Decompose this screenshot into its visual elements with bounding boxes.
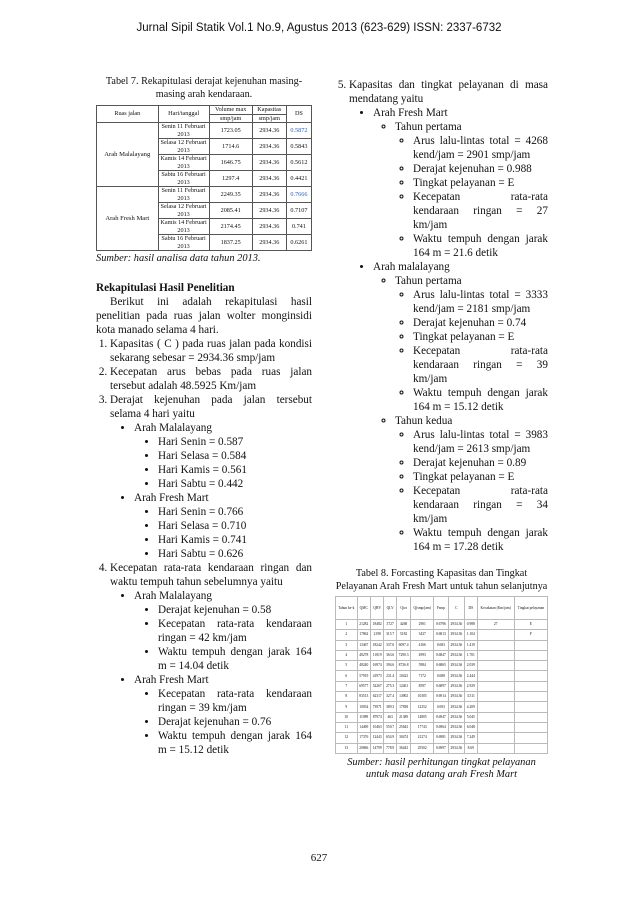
table7-header: Ruas jalan (97, 106, 159, 123)
table8-cell: 21282 (357, 620, 370, 630)
direction-label: Arah Malalayang (134, 590, 212, 602)
table8-cell: 12 (336, 733, 358, 743)
table8-cell: 3727 (384, 620, 396, 630)
table8-cell: 57919 (357, 671, 370, 681)
table8-header: QMC (357, 597, 370, 620)
speed-list (134, 603, 312, 673)
table8-cell: 21389 (396, 712, 410, 722)
speed-item: • Kecepatan rata-rata kendaraan ringan = 39 km/jam (158, 687, 312, 715)
table7-group: Arah Fresh Mart (97, 187, 159, 251)
speed-list (134, 687, 312, 757)
speed-item: • Kecepatan rata-rata kendaraan ringan = 42 km/jam (158, 617, 312, 645)
table8-cell: 0.6897 (434, 681, 448, 691)
table8-cell: 41973 (370, 671, 383, 681)
table8-cell: 17376 (357, 733, 370, 743)
ds-item: • Hari Sabtu = 0.442 (158, 477, 312, 491)
table7-source: Sumber: hasil analisa data tahun 2013. (96, 253, 261, 264)
table8-cell (477, 650, 514, 660)
table7-cell: 2934.36 (252, 139, 286, 155)
table8-cell: 0.683 (434, 640, 448, 650)
table8-row (336, 733, 548, 743)
table8-cell: 10463 (370, 722, 383, 732)
direction-list (110, 421, 312, 561)
forecast-values (395, 134, 548, 260)
table8-cell: 2.039 (465, 661, 477, 671)
table8-cell: 2934.36 (448, 722, 464, 732)
summary-item (349, 78, 548, 554)
table8-caption: Tabel 8. Forcasting Kapasitas dan Tingkat Pelayanan Arah Fresh Mart untuk tahun selanjutnya (335, 568, 548, 592)
summary-text: Derajat kejenuhan pada jalan tersebut selama 4 hari yaitu (110, 394, 312, 420)
table7-cell: 0.7107 (286, 203, 311, 219)
table8-cell: 2934.36 (448, 671, 464, 681)
table8-cell: 363.6 (384, 650, 396, 660)
section-heading: Rekapitulasi Hasil Penelitian (96, 282, 235, 294)
table8-cell (514, 671, 547, 681)
table8-cell: 389.3 (384, 702, 396, 712)
table8-cell: 48240 (357, 661, 370, 671)
table7-cell: 2934.36 (252, 219, 286, 235)
ds-item: • Hari Sabtu = 0.626 (158, 547, 312, 561)
table8-cell: 4993 (411, 650, 434, 660)
table8-header: QHV (370, 597, 383, 620)
direction-label: Arah Fresh Mart (134, 492, 209, 504)
table8-cell: 2934.36 (448, 650, 464, 660)
summary-text: Kapasitas ( C ) pada ruas jalan pada kondisi sekarang sebesar = 2934.36 smp/jam (110, 338, 312, 364)
direction-label: Arah Malalayang (134, 422, 212, 434)
ds-item: • Hari Kamis = 0.741 (158, 533, 312, 547)
table8-header: QLV (384, 597, 396, 620)
table7-subheader: smp/jam (209, 114, 252, 123)
table8-header: Kecakatan (Km/jam) (477, 597, 514, 620)
table7-cell: 2249.35 (209, 187, 252, 203)
forecast-values (395, 428, 548, 554)
table8-cell: 0.6947 (434, 712, 448, 722)
table8-cell (477, 702, 514, 712)
table7-cell: Sabtu 16 Februari 2013 (158, 235, 209, 251)
table7-cell: 0.741 (286, 219, 311, 235)
right-column (335, 78, 548, 782)
table8-cell: 17743 (411, 722, 434, 732)
table8-cell: 0.6847 (434, 650, 448, 660)
table8-row (336, 681, 548, 691)
forecast-value: ◦ Kecepatan rata-rata kendaraan ringan = 39 km/jam (413, 344, 548, 386)
table8-row (336, 640, 548, 650)
table8-cell: 5182 (396, 630, 410, 640)
table8-row (336, 743, 548, 753)
table8-cell: 0.6981 (434, 733, 448, 743)
ds-item: • Hari Senin = 0.766 (158, 505, 312, 519)
table8-cell (477, 712, 514, 722)
table8-cell: 14902 (396, 692, 410, 702)
table8-row (336, 630, 548, 640)
table8-cell: 11819 (370, 650, 383, 660)
table8-row (336, 650, 548, 660)
table7-row (97, 123, 312, 139)
summary-item (110, 393, 312, 561)
table8-cell: 2934.36 (448, 733, 464, 743)
direction-item (134, 491, 312, 561)
table7-cell: 0.5872 (286, 123, 311, 139)
table7-cell: Senin 11 Februari 2013 (158, 187, 209, 203)
table8-cell: 12461 (396, 681, 410, 691)
direction-list (110, 589, 312, 757)
journal-header: Jurnal Sipil Statik Vol.1 No.9, Agustus 2013 (623-629) ISSN: 2337-6732 (136, 22, 502, 34)
table8-cell: 3 (336, 640, 358, 650)
table8-cell: 0.688 (434, 671, 448, 681)
table8-cell: 8597 (411, 681, 434, 691)
table8-cell: 2934.36 (448, 743, 464, 753)
direction-label: Arah Fresh Mart (373, 107, 448, 119)
table8-cell: 0.6997 (434, 743, 448, 753)
table7-cell: Kamis 14 Februari 2013 (158, 219, 209, 235)
table7-cell: Senin 11 Februari 2013 (158, 123, 209, 139)
table8-cell (477, 630, 514, 640)
table8-cell: 5984 (411, 661, 434, 671)
table8-cell: 2.929 (465, 681, 477, 691)
table7-cell: 0.4421 (286, 171, 311, 187)
table7 (96, 105, 312, 251)
table8-cell (514, 692, 547, 702)
table8-cell: 36443 (396, 743, 410, 753)
forecast-value: ◦ Tingkat pelayanan = E (413, 470, 548, 484)
table8-cell: 2198 (370, 630, 383, 640)
table8-cell: 87974 (370, 712, 383, 722)
table8-cell (514, 712, 547, 722)
table8-cell: 13467 (357, 640, 370, 650)
table8-row (336, 702, 548, 712)
table8-cell: 2934.36 (448, 681, 464, 691)
table8-cell: 2901 (411, 620, 434, 630)
table8-header-row (336, 597, 548, 620)
table8-cell: 62317 (370, 692, 383, 702)
summary-item (110, 365, 312, 393)
table8-cell: 11 (336, 722, 358, 732)
table8-cell: 337.6 (384, 640, 396, 650)
table8-cell: 0.6865 (434, 661, 448, 671)
summary-text: Kecepatan arus bebas pada ruas jalan tersebut adalah 48.5925 Km/jam (110, 366, 312, 392)
table8-row (336, 661, 548, 671)
forecast-value: ◦ Derajat kejenuhan = 0.74 (413, 316, 548, 330)
table8-cell (514, 702, 547, 712)
table7-cell: 0.7666 (286, 187, 311, 203)
table7-cell: Sabtu 16 Februari 2013 (158, 171, 209, 187)
table8-cell: F (514, 630, 547, 640)
table8-cell: 69577 (357, 681, 370, 691)
table7-cell: 1837.25 (209, 235, 252, 251)
table8-header: Tahun ke-k (336, 597, 358, 620)
table8-cell: 2.444 (465, 671, 477, 681)
forecast-value: ◦ Waktu tempuh dengan jarak 164 m = 17.28 detik (413, 526, 548, 554)
table8-cell: 6 (336, 671, 358, 681)
direction-item (373, 106, 548, 260)
table8-cell: 12352 (411, 702, 434, 712)
table8-cell: 1.419 (465, 640, 477, 650)
table8-cell: 10034 (357, 702, 370, 712)
table7-row (97, 187, 312, 203)
table8-header: Fsmp (434, 597, 448, 620)
ds-list (134, 505, 312, 561)
table8-cell: E (514, 620, 547, 630)
table8-cell: 6.048 (465, 722, 477, 732)
table8-cell: 52267 (370, 681, 383, 691)
forecast-value: ◦ Arus lalu-lintas total = 3983 kend/jam = 2613 smp/jam (413, 428, 548, 456)
table7-cell: 2934.36 (252, 203, 286, 219)
summary-text: Kapasitas dan tingkat pelayanan di masa mendatang yaitu (349, 79, 548, 105)
table8-cell (514, 661, 547, 671)
direction-item (134, 421, 312, 491)
table8-cell: 2934.36 (448, 640, 464, 650)
table8-cell: 8726.8 (396, 661, 410, 671)
table8-cell (514, 733, 547, 743)
table7-cell: 1723.05 (209, 123, 252, 139)
speed-item: • Derajat kejenuhan = 0.76 (158, 715, 312, 729)
table8-cell (477, 692, 514, 702)
table8-cell: 18482 (370, 620, 383, 630)
table8-cell: 327.4 (384, 692, 396, 702)
table8-cell: 12443 (370, 733, 383, 743)
table8-cell: 40278 (357, 650, 370, 660)
table8-cell: 0.6796 (434, 620, 448, 630)
table7-caption: Tabel 7. Rekapitulasi derajat kejenuhan masing-masing arah kendaraan. (105, 76, 303, 100)
table7-cell: 0.5612 (286, 155, 311, 171)
table7-cell: Selasa 12 Februari 2013 (158, 203, 209, 219)
table8-cell: 10 (336, 712, 358, 722)
table8-cell: 20866 (357, 743, 370, 753)
table8-cell: 18242 (370, 640, 383, 650)
forecast-value: ◦ Kecepatan rata-rata kendaraan ringan = 34 km/jam (413, 484, 548, 526)
forecast-value: ◦ Kecepatan rata-rata kendaraan ringan = 27 km/jam (413, 190, 548, 232)
direction-label: Arah malalayang (373, 261, 450, 273)
table8-header: Qtot (396, 597, 410, 620)
table8-row (336, 620, 548, 630)
table8-cell: 73971 (370, 702, 383, 712)
table7-subheader: smp/jam (252, 114, 286, 123)
table7-cell: 0.6261 (286, 235, 311, 251)
table8-cell: 2934.36 (448, 692, 464, 702)
table8-cell: 13 (336, 743, 358, 753)
table8-cell: 30474 (396, 733, 410, 743)
table8-source: Sumber: hasil perhitungan tingkat pelayanan untuk masa datang arah Fresh Mart (347, 756, 536, 781)
table8-cell: 1.701 (465, 650, 477, 660)
table8-header: DS (465, 597, 477, 620)
table7-header: DS (286, 106, 311, 123)
table8-header: C (448, 597, 464, 620)
table8-cell (477, 681, 514, 691)
year-item (395, 414, 548, 554)
table8-row (336, 722, 548, 732)
table8-cell: 0.6914 (434, 692, 448, 702)
table8-cell: 2934.36 (448, 620, 464, 630)
year-item (395, 274, 548, 414)
table7-cell: 1714.6 (209, 139, 252, 155)
summary-list (96, 337, 312, 757)
table8-cell: 654.9 (384, 733, 396, 743)
table8-cell: 17838 (396, 702, 410, 712)
ds-item: • Hari Kamis = 0.561 (158, 463, 312, 477)
table8-cell: 7 (336, 681, 358, 691)
table8-cell: 5 (336, 661, 358, 671)
intro-paragraph: Berikut ini adalah rekapitulasi hasil penelitian pada ruas jalan wolter monginsidi kota manado selama 4 hari. (96, 296, 312, 336)
table8-cell: 0.988 (465, 620, 477, 630)
forecast-value: ◦ Tingkat pelayanan = E (413, 330, 548, 344)
table8-cell (514, 650, 547, 660)
table7-group: Arah Malalayang (97, 123, 159, 187)
table8-cell: 0.6813 (434, 630, 448, 640)
direction-item (373, 260, 548, 554)
forecast-values (395, 288, 548, 414)
table7-cell: Selasa 12 Februari 2013 (158, 139, 209, 155)
table8-cell: 17862 (357, 630, 370, 640)
ds-item: • Hari Selasa = 0.710 (158, 519, 312, 533)
table8-cell: 83513 (357, 692, 370, 702)
table8-cell: 0.6964 (434, 722, 448, 732)
year-label: Tahun pertama (395, 275, 462, 287)
table8-cell: 4.209 (465, 702, 477, 712)
table7-cell: 0.5843 (286, 139, 311, 155)
direction-list (349, 106, 548, 554)
direction-item (134, 673, 312, 757)
table8-cell: 550.7 (384, 722, 396, 732)
table8-cell: 3437 (411, 630, 434, 640)
table8-cell: 9 (336, 702, 358, 712)
direction-label: Arah Fresh Mart (134, 674, 209, 686)
table8-cell: 21274 (411, 733, 434, 743)
table7-cell: 1646.75 (209, 155, 252, 171)
table8-cell: 8 (336, 692, 358, 702)
summary-item (110, 561, 312, 757)
table8-cell: 778.9 (384, 743, 396, 753)
table8-cell: 5.045 (465, 712, 477, 722)
table8-row (336, 712, 548, 722)
year-item (395, 120, 548, 260)
speed-item: • Waktu tempuh dengan jarak 164 m = 15.12 detik (158, 729, 312, 757)
table7-header: Hari/tanggal (158, 106, 209, 123)
summary-text: Kecepatan rata-rata kendaraan ringan dan waktu tempuh tahun sebelumnya yaitu (110, 562, 312, 588)
forecast-value: ◦ Waktu tempuh dengan jarak 164 m = 21.6 detik (413, 232, 548, 260)
table8-cell: 2934.36 (448, 712, 464, 722)
table8-cell: 6097.4 (396, 640, 410, 650)
table7-cell: 2934.36 (252, 155, 286, 171)
table8-cell: 4268 (396, 620, 410, 630)
table8-cell (514, 681, 547, 691)
table8-cell: 25502 (411, 743, 434, 753)
forecast-value: ◦ Arus lalu-lintas total = 4268 kend/jam = 2901 smp/jam (413, 134, 548, 162)
forecast-value: ◦ Waktu tempuh dengan jarak 164 m = 15.12 detik (413, 386, 548, 414)
table8-cell: 7172 (411, 671, 434, 681)
table8-cell: 11989 (357, 712, 370, 722)
forecast-list (335, 78, 548, 554)
table7-cell: 2934.36 (252, 235, 286, 251)
table8 (335, 596, 548, 754)
table8-cell: 27 (477, 620, 514, 630)
ds-item: • Hari Selasa = 0.584 (158, 449, 312, 463)
table7-cell: Kamis 14 Februari 2013 (158, 155, 209, 171)
table8-row (336, 671, 548, 681)
table8-cell: 0.693 (434, 702, 448, 712)
table8-cell: 463 (384, 712, 396, 722)
table8-row (336, 692, 548, 702)
speed-item: • Derajat kejenuhan = 0.58 (158, 603, 312, 617)
table8-cell: 14799 (370, 743, 383, 753)
table8-cell: 3.511 (465, 692, 477, 702)
table7-cell: 1297.4 (209, 171, 252, 187)
table7-cell: 2934.36 (252, 123, 286, 139)
table8-cell: 16974 (370, 661, 383, 671)
table8-cell: 4166 (411, 640, 434, 650)
table8-cell: 2934.36 (448, 702, 464, 712)
table8-cell: 231.4 (384, 671, 396, 681)
table8-cell (514, 722, 547, 732)
table8-cell (477, 661, 514, 671)
year-label: Tahun pertama (395, 121, 462, 133)
table8-cell: 1.104 (465, 630, 477, 640)
direction-item (134, 589, 312, 673)
ds-list (134, 435, 312, 491)
forecast-value: ◦ Derajat kejenuhan = 0.988 (413, 162, 548, 176)
table8-cell (477, 743, 514, 753)
table8-cell: 25643 (396, 722, 410, 732)
year-list (373, 274, 548, 554)
forecast-value: ◦ Derajat kejenuhan = 0.89 (413, 456, 548, 470)
table8-cell: 2934.36 (448, 630, 464, 640)
table8-cell: 2 (336, 630, 358, 640)
forecast-value: ◦ Tingkat pelayanan = E (413, 176, 548, 190)
table8-cell: 4 (336, 650, 358, 660)
forecast-value: ◦ Arus lalu-lintas total = 3333 kend/jam = 2181 smp/jam (413, 288, 548, 316)
table8-cell: 7290.3 (396, 650, 410, 660)
table8-cell (514, 743, 547, 753)
table8-cell (477, 671, 514, 681)
table7-cell: 2934.36 (252, 171, 286, 187)
table7-header: Kapasitas (252, 106, 286, 115)
table8-cell: 8.69 (465, 743, 477, 753)
table8-cell: 10305 (411, 692, 434, 702)
table7-header: Volume max (209, 106, 252, 115)
table8-cell (477, 722, 514, 732)
year-label: Tahun kedua (395, 415, 453, 427)
summary-item (110, 337, 312, 365)
page-number: 627 (310, 852, 328, 864)
left-column (96, 76, 312, 757)
table8-cell: 10423 (396, 671, 410, 681)
table8-header: Tingkat pelayanan (514, 597, 547, 620)
speed-item: • Waktu tempuh dengan jarak 164 m = 14.04 detik (158, 645, 312, 673)
table8-header: Q(smp/jam) (411, 597, 434, 620)
table7-cell: 2174.45 (209, 219, 252, 235)
table8-cell: 14469 (357, 722, 370, 732)
table8-cell: 2934.36 (448, 661, 464, 671)
table7-cell: 2085.41 (209, 203, 252, 219)
table8-cell: 14805 (411, 712, 434, 722)
table8-cell: 1 (336, 620, 358, 630)
table8-cell (514, 640, 547, 650)
year-list (373, 120, 548, 260)
table8-cell: 315.7 (384, 630, 396, 640)
table8-cell: 275.3 (384, 681, 396, 691)
ds-item: • Hari Senin = 0.587 (158, 435, 312, 449)
table8-cell: 394.6 (384, 661, 396, 671)
table7-cell: 2934.36 (252, 187, 286, 203)
table8-cell: 7.249 (465, 733, 477, 743)
table8-cell (477, 733, 514, 743)
table8-cell (477, 640, 514, 650)
